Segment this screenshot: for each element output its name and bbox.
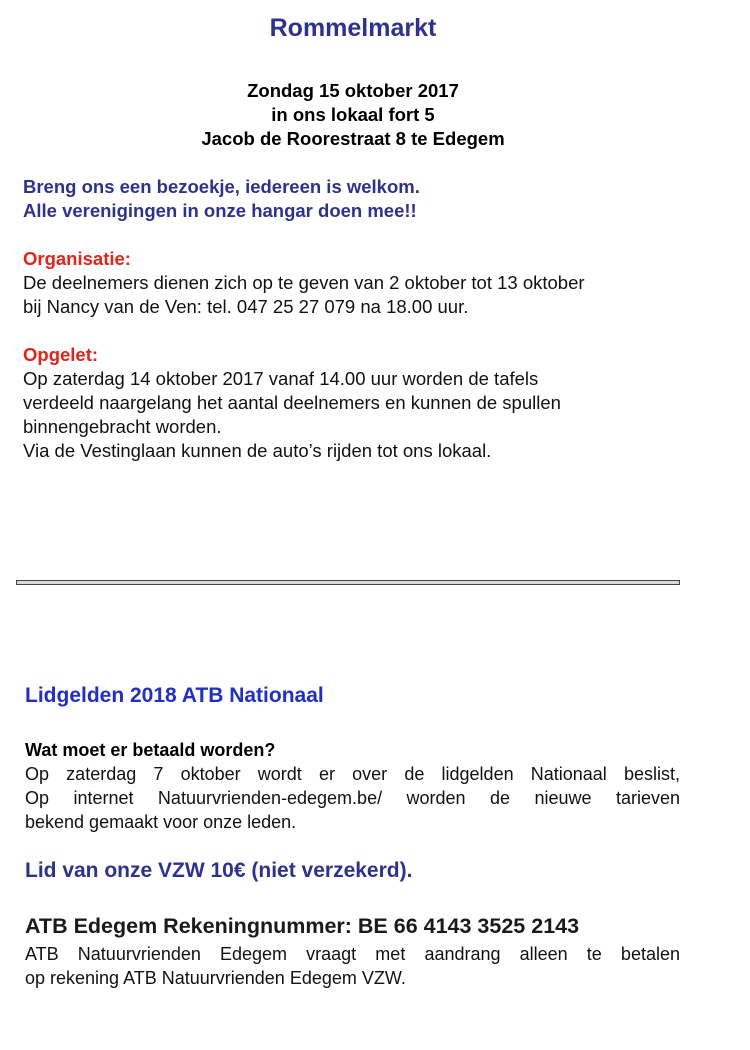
invitation-line: Alle verenigingen in onze hangar doen mee!! [23,200,417,221]
account-text [25,942,680,990]
event-info [0,79,706,151]
attention-line: Via de Vestinglaan kunnen de auto’s rijden tot ons lokaal. [23,440,492,461]
organisation-line: bij Nancy van de Ven: tel. 047 25 27 079 na 18.00 uur. [23,296,469,317]
page-title: Rommelmarkt [269,14,437,42]
attention-line: verdeeld naargelang het aantal deelnemers en kunnen de spullen [23,392,561,413]
invitation-line: Breng ons een bezoekje, iedereen is welkom. [23,176,420,197]
account-line: op rekening ATB Natuurvrienden Edegem VZW. [25,968,406,988]
dues-line: bekend gemaakt voor onze leden. [25,812,297,832]
event-date: Zondag 15 oktober 2017 [247,80,459,101]
member-fee: Lid van onze VZW 10€ (niet verzekerd). [25,859,413,882]
dues-question: Wat moet er betaald worden? [25,740,276,760]
account-title: ATB Edegem Rekeningnummer: BE 66 4143 3525 2143 [25,914,580,938]
attention-line: binnengebracht worden. [23,416,222,437]
dues-title: Lidgelden 2018 ATB Nationaal [25,684,324,707]
dues-line: Op internet Natuurvrienden-edegem.be/ worden de nieuwe tarieven [25,788,680,808]
account-line: ATB Natuurvrienden Edegem vraagt met aandrang alleen te betalen [25,944,680,964]
event-venue: in ons lokaal fort 5 [271,104,435,125]
dues-section [25,738,680,834]
invitation-text [23,175,420,223]
attention-section [23,343,693,463]
organisation-section [23,247,693,319]
section-divider [16,580,680,585]
attention-heading: Opgelet: [23,344,99,365]
attention-line: Op zaterdag 14 oktober 2017 vanaf 14.00 uur worden de tafels [23,368,539,389]
event-address: Jacob de Roorestraat 8 te Edegem [201,128,505,149]
dues-line: Op zaterdag 7 oktober wordt er over de lidgelden Nationaal beslist, [25,764,680,784]
organisation-line: De deelnemers dienen zich op te geven van 2 oktober tot 13 oktober [23,272,585,293]
organisation-heading: Organisatie: [23,248,131,269]
